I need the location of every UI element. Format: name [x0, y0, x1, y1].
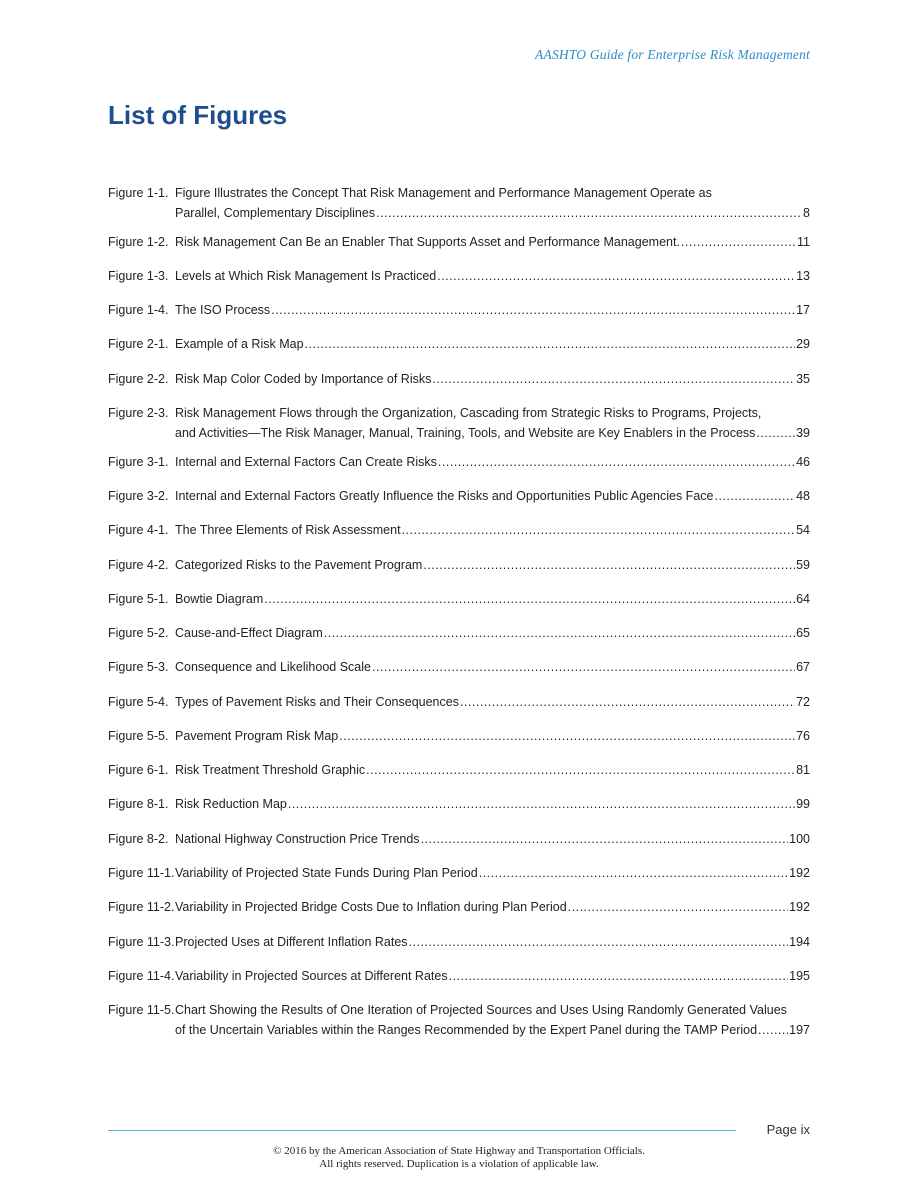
dot-leader: [372, 657, 795, 677]
dot-leader: [437, 266, 795, 286]
caption-text: The Three Elements of Risk Assessment: [175, 523, 401, 537]
figure-number: Figure 5-1.: [108, 592, 169, 606]
page-ref[interactable]: 197: [789, 1023, 810, 1037]
page-ref[interactable]: 59: [796, 558, 810, 572]
figure-caption: [175, 966, 810, 986]
caption-text: Variability in Projected Sources at Different Rates: [175, 969, 448, 983]
caption-text: Risk Reduction Map: [175, 797, 287, 811]
dot-leader: [409, 932, 789, 952]
figure-number: Figure 5-3.: [108, 660, 169, 674]
caption-line: [175, 657, 810, 677]
caption-text: Projected Uses at Different Inflation Rates: [175, 935, 408, 949]
dot-leader: [366, 760, 795, 780]
figure-caption: [175, 657, 810, 677]
figure-number: Figure 3-2.: [108, 489, 169, 503]
page-ref[interactable]: 54: [796, 523, 810, 537]
figure-number: Figure 1-1.: [108, 186, 169, 200]
page-ref[interactable]: 99: [796, 797, 810, 811]
caption-text: Risk Map Color Coded by Importance of Risks: [175, 372, 432, 386]
figure-number: Figure 8-1.: [108, 797, 169, 811]
figure-caption: [175, 726, 810, 746]
dot-leader: [714, 486, 795, 506]
running-header: AASHTO Guide for Enterprise Risk Management: [535, 47, 810, 62]
figure-caption: [175, 334, 810, 354]
dot-leader: [376, 203, 802, 223]
figure-entry[interactable]: [108, 1000, 810, 1040]
dot-leader: [423, 555, 795, 575]
figure-entry[interactable]: [108, 760, 810, 780]
caption-text: Chart Showing the Results of One Iteration of Projected Sources and Uses Using Randomly Generated Values: [175, 1003, 787, 1017]
figure-entry[interactable]: [108, 966, 810, 986]
figure-number: Figure 4-1.: [108, 523, 169, 537]
caption-text: National Highway Construction Price Trends: [175, 832, 420, 846]
dot-leader: [479, 863, 788, 883]
caption-text: Example of a Risk Map: [175, 337, 304, 351]
figure-entry[interactable]: [108, 300, 810, 320]
dot-leader: [271, 300, 795, 320]
figure-number: Figure 11-2.: [108, 900, 175, 914]
figure-entry[interactable]: [108, 183, 810, 223]
caption-line: [175, 692, 810, 712]
figure-number: Figure 11-3.: [108, 935, 175, 949]
dot-leader: [758, 1020, 788, 1040]
page-ref[interactable]: 72: [796, 695, 810, 709]
figure-caption: [175, 232, 810, 252]
page-title: List of Figures: [108, 100, 288, 130]
figure-caption: [175, 183, 810, 223]
figure-caption: [175, 555, 810, 575]
caption-text: Internal and External Factors Can Create Risks: [175, 455, 437, 469]
caption-line: [175, 452, 810, 472]
figure-number: Figure 11-4.: [108, 969, 175, 983]
page-ref[interactable]: 67: [796, 660, 810, 674]
caption-line: [175, 232, 810, 252]
caption-text: Figure Illustrates the Concept That Risk Management and Performance Management Operate as: [175, 186, 712, 200]
dot-leader: [305, 334, 796, 354]
figure-entry[interactable]: [108, 657, 810, 677]
caption-line: [175, 1000, 810, 1020]
figure-entry[interactable]: [108, 897, 810, 917]
figure-caption: [175, 369, 810, 389]
dot-leader: [402, 520, 796, 540]
page-ref[interactable]: 8: [803, 206, 810, 220]
figure-number: Figure 5-2.: [108, 626, 169, 640]
caption-line: [175, 932, 810, 952]
figure-number: Figure 3-1.: [108, 455, 169, 469]
figure-caption: [175, 863, 810, 883]
page-ref[interactable]: 195: [789, 969, 810, 983]
dot-leader: [264, 589, 795, 609]
figure-caption: [175, 452, 810, 472]
caption-text: Internal and External Factors Greatly Influence the Risks and Opportunities Public Agencies Face: [175, 489, 714, 503]
caption-line: [175, 760, 810, 780]
dot-leader: [324, 623, 795, 643]
figure-entry[interactable]: [108, 520, 810, 540]
figure-caption: [175, 932, 810, 952]
figure-entry[interactable]: [108, 589, 810, 609]
caption-line: [175, 589, 810, 609]
caption-text: Parallel, Complementary Disciplines: [175, 206, 376, 220]
caption-line: [175, 486, 810, 506]
caption-line: [175, 423, 810, 443]
figure-caption: [175, 794, 810, 814]
page-number: Page ix: [766, 1122, 810, 1137]
figure-number: Figure 5-5.: [108, 729, 169, 743]
caption-line: [175, 183, 810, 203]
page-ref[interactable]: 46: [796, 455, 810, 469]
caption-line: [175, 300, 810, 320]
page-ref[interactable]: 81: [796, 763, 810, 777]
caption-text: Categorized Risks to the Pavement Program: [175, 558, 423, 572]
caption-text: Consequence and Likelihood Scale: [175, 660, 371, 674]
caption-text: Variability of Projected State Funds During Plan Period: [175, 866, 478, 880]
figure-entry[interactable]: [108, 863, 810, 883]
figure-entry[interactable]: [108, 452, 810, 472]
caption-text: Bowtie Diagram: [175, 592, 264, 606]
figure-number: Figure 11-5.: [108, 1003, 175, 1017]
page-ref[interactable]: 76: [796, 729, 810, 743]
figure-entry[interactable]: [108, 334, 810, 354]
figure-entry[interactable]: [108, 232, 810, 252]
caption-line: [175, 520, 810, 540]
figure-entry[interactable]: [108, 932, 810, 952]
caption-line: [175, 369, 810, 389]
page-ref[interactable]: 17: [796, 303, 810, 317]
caption-line: [175, 403, 810, 423]
page-ref[interactable]: 29: [796, 337, 810, 351]
footer-divider: [108, 1130, 736, 1131]
caption-line: [175, 623, 810, 643]
dot-leader: [438, 452, 795, 472]
figure-caption: [175, 589, 810, 609]
caption-line: [175, 266, 810, 286]
page-ref[interactable]: 13: [796, 269, 810, 283]
caption-text: Risk Treatment Threshold Graphic: [175, 763, 366, 777]
dot-leader: [421, 829, 789, 849]
caption-text: Pavement Program Risk Map: [175, 729, 339, 743]
caption-line: [175, 863, 810, 883]
caption-text: Risk Management Flows through the Organization, Cascading from Strategic Risks to Programs, Projects,: [175, 406, 762, 420]
copyright-line-2: All rights reserved. Duplication is a violation of applicable law.: [319, 1158, 599, 1170]
figure-entry[interactable]: [108, 486, 810, 506]
page-ref[interactable]: 64: [796, 592, 810, 606]
figure-number: Figure 4-2.: [108, 558, 169, 572]
figure-caption: [175, 266, 810, 286]
figure-number: Figure 2-2.: [108, 372, 169, 386]
figure-caption: [175, 897, 810, 917]
caption-line: [175, 726, 810, 746]
caption-text: of the Uncertain Variables within the Ranges Recommended by the Expert Panel during the TAMP Period: [175, 1023, 758, 1037]
dot-leader: [432, 369, 795, 389]
caption-text: Risk Management Can Be an Enabler That Supports Asset and Performance Management.: [175, 235, 680, 249]
figure-entry[interactable]: [108, 266, 810, 286]
page-ref[interactable]: 35: [796, 372, 810, 386]
figure-entry[interactable]: [108, 794, 810, 814]
page-ref[interactable]: 11: [797, 235, 810, 249]
figure-number: Figure 2-3.: [108, 406, 169, 420]
figure-entry[interactable]: [108, 726, 810, 746]
page-ref[interactable]: 192: [789, 900, 810, 914]
copyright-line-1: © 2016 by the American Association of State Highway and Transportation Officials.: [273, 1145, 645, 1157]
figure-entry[interactable]: [108, 623, 810, 643]
figure-caption: [175, 692, 810, 712]
caption-text: Levels at Which Risk Management Is Practiced: [175, 269, 437, 283]
figure-entry[interactable]: [108, 692, 810, 712]
figure-caption: [175, 300, 810, 320]
caption-line: [175, 966, 810, 986]
figure-number: Figure 1-4.: [108, 303, 169, 317]
dot-leader: [339, 726, 795, 746]
page-ref[interactable]: 48: [796, 489, 810, 503]
figure-caption: [175, 829, 810, 849]
page-ref[interactable]: 100: [789, 832, 810, 846]
page-ref[interactable]: 39: [796, 426, 810, 440]
figure-number: Figure 2-1.: [108, 337, 169, 351]
figure-caption: [175, 760, 810, 780]
figure-entry[interactable]: [108, 829, 810, 849]
dot-leader: [449, 966, 789, 986]
caption-text: Variability in Projected Bridge Costs Due to Inflation during Plan Period: [175, 900, 567, 914]
figure-number: Figure 1-3.: [108, 269, 169, 283]
dot-leader: [681, 232, 796, 252]
figure-number: Figure 11-1.: [108, 866, 175, 880]
caption-text: Cause-and-Effect Diagram: [175, 626, 323, 640]
caption-text: Types of Pavement Risks and Their Consequences: [175, 695, 459, 709]
figure-entry[interactable]: [108, 369, 810, 389]
caption-line: [175, 203, 810, 223]
caption-line: [175, 334, 810, 354]
figure-caption: [175, 520, 810, 540]
caption-text: and Activities—The Risk Manager, Manual, Training, Tools, and Website are Key Enablers in the Process: [175, 426, 756, 440]
figure-entry[interactable]: [108, 403, 810, 443]
page-ref[interactable]: 194: [789, 935, 810, 949]
caption-line: [175, 794, 810, 814]
dot-leader: [460, 692, 795, 712]
copyright-notice: [0, 1145, 918, 1171]
dot-leader: [288, 794, 795, 814]
figure-caption: [175, 486, 810, 506]
figure-number: Figure 6-1.: [108, 763, 169, 777]
figure-entry[interactable]: [108, 555, 810, 575]
caption-line: [175, 897, 810, 917]
figure-number: Figure 1-2.: [108, 235, 169, 249]
caption-line: [175, 829, 810, 849]
caption-line: [175, 555, 810, 575]
page-ref[interactable]: 192: [789, 866, 810, 880]
figure-number: Figure 5-4.: [108, 695, 169, 709]
figure-number: Figure 8-2.: [108, 832, 169, 846]
figure-caption: [175, 403, 810, 443]
dot-leader: [568, 897, 788, 917]
page-ref[interactable]: 65: [796, 626, 810, 640]
dot-leader: [756, 423, 795, 443]
figure-caption: [175, 1000, 810, 1040]
caption-text: The ISO Process: [175, 303, 271, 317]
caption-line: [175, 1020, 810, 1040]
figure-caption: [175, 623, 810, 643]
